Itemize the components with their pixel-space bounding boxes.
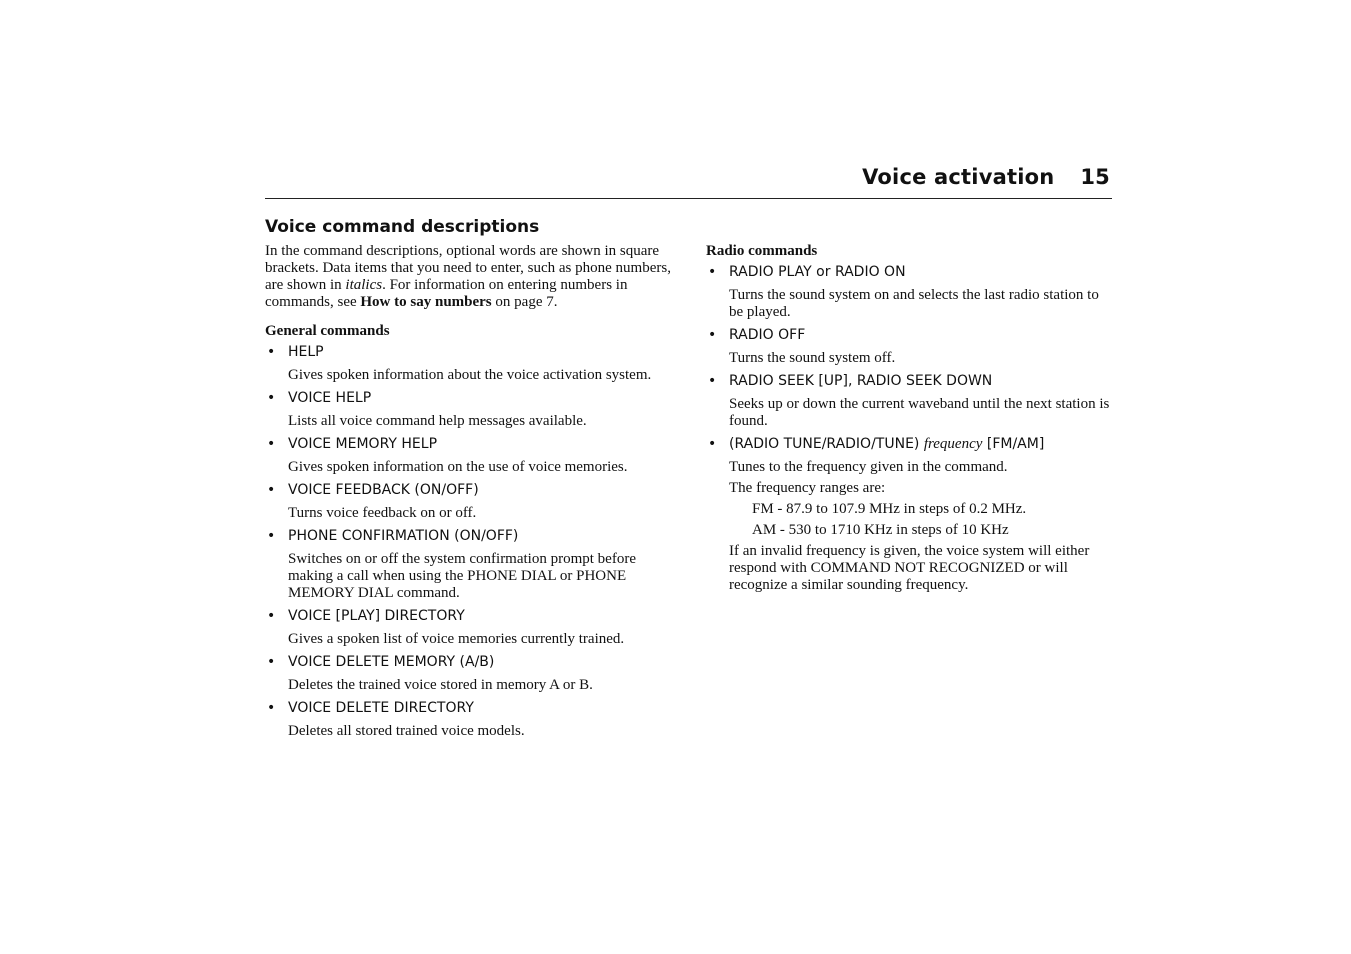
list-item: [706, 434, 1114, 594]
bullet: •: [708, 327, 717, 343]
general-commands-list: [265, 342, 675, 740]
tune-description: Tunes to the frequency given in the command.: [729, 459, 1008, 475]
bullet: •: [708, 436, 717, 452]
command-name: [265, 388, 675, 409]
page-title: Voice activation: [862, 165, 1055, 189]
bullet: •: [267, 344, 276, 360]
command-name-text: VOICE HELP: [288, 390, 372, 406]
intro-italic: italics: [345, 277, 383, 293]
page-number: 15: [1080, 165, 1110, 189]
command-description: Seeks up or down the current waveband until the next station is found.: [729, 396, 1110, 429]
command-description: Lists all voice command help messages available.: [288, 413, 587, 429]
invalid-frequency-note: If an invalid frequency is given, the voice system will either respond with COMMAND NOT RECOGNIZED or will recognize a similar sounding frequency.: [729, 543, 1090, 593]
command-name-text: VOICE FEEDBACK (ON/OFF): [288, 482, 479, 498]
tune-name-prefix: (RADIO TUNE/RADIO/TUNE): [729, 436, 924, 452]
radio-commands-list: [706, 262, 1114, 594]
command-description: Deletes the trained voice stored in memory A or B.: [288, 677, 593, 693]
bullet: •: [267, 654, 276, 670]
list-item: [706, 371, 1114, 430]
command-name-text: RADIO SEEK [UP], RADIO SEEK DOWN: [729, 373, 993, 389]
am-range: AM - 530 to 1710 KHz in steps of 10 KHz: [752, 522, 1009, 538]
bullet: •: [267, 608, 276, 624]
list-item: [265, 526, 675, 602]
bullet: •: [267, 436, 276, 452]
command-description: Turns the sound system on and selects the last radio station to be played.: [729, 287, 1099, 320]
bullet: •: [708, 264, 717, 280]
command-description: Gives a spoken list of voice memories currently trained.: [288, 631, 625, 647]
list-item: [265, 388, 675, 430]
bullet: •: [267, 390, 276, 406]
list-item: [265, 342, 675, 384]
command-name: [706, 262, 1114, 283]
command-name-text: RADIO PLAY or RADIO ON: [729, 264, 906, 280]
command-name-text: VOICE [PLAY] DIRECTORY: [288, 608, 465, 624]
bullet: •: [267, 700, 276, 716]
bullet: •: [708, 373, 717, 389]
list-item: [265, 698, 675, 740]
command-name: [265, 434, 675, 455]
command-name: [265, 342, 675, 363]
left-column: [265, 215, 675, 744]
list-item: [265, 652, 675, 694]
page-header: [265, 160, 1112, 199]
command-name-text: VOICE DELETE MEMORY (A/B): [288, 654, 495, 670]
command-description: Gives spoken information on the use of voice memories.: [288, 459, 628, 475]
command-description: Turns the sound system off.: [729, 350, 896, 366]
tune-name-suffix: [FM/AM]: [982, 436, 1045, 452]
bullet: •: [267, 482, 276, 498]
command-name-text: VOICE MEMORY HELP: [288, 436, 438, 452]
list-item: [265, 480, 675, 522]
command-description: Deletes all stored trained voice models.: [288, 723, 525, 739]
bullet: •: [267, 528, 276, 544]
intro-text-3: on page 7.: [491, 294, 558, 310]
command-name: [265, 480, 675, 501]
intro-text-2: . For information on entering numbers in commands, see: [265, 277, 628, 310]
radio-commands-title: Radio commands: [706, 243, 818, 259]
command-description: Gives spoken information about the voice activation system.: [288, 367, 652, 383]
list-item: [265, 606, 675, 648]
command-name: [265, 526, 675, 547]
frequency-ranges-intro: The frequency ranges are:: [729, 480, 886, 496]
tune-name-italic: frequency: [923, 436, 983, 452]
command-name: [706, 371, 1114, 392]
list-item: [706, 262, 1114, 321]
command-name: [265, 606, 675, 627]
list-item: [265, 434, 675, 476]
command-name-text: PHONE CONFIRMATION (ON/OFF): [288, 528, 519, 544]
right-column: [706, 241, 1114, 598]
command-description: Turns voice feedback on or off.: [288, 505, 477, 521]
command-name-text: VOICE DELETE DIRECTORY: [288, 700, 474, 716]
command-name-text: HELP: [288, 344, 324, 360]
command-description: [706, 459, 1114, 594]
command-name: [265, 652, 675, 673]
command-description: Switches on or off the system confirmation prompt before making a call when using the PHONE DIAL or PHONE MEMORY DIAL command.: [288, 551, 636, 601]
command-name-text: RADIO OFF: [729, 327, 806, 343]
fm-range: FM - 87.9 to 107.9 MHz in steps of 0.2 MHz.: [752, 501, 1027, 517]
command-name: [706, 434, 1114, 455]
intro-text-1: In the command descriptions, optional words are shown in square brackets. Data items that you need to enter, such as phone numbers, are shown in: [265, 243, 671, 293]
intro-paragraph: [265, 243, 675, 311]
command-name: [265, 698, 675, 719]
section-title: Voice command descriptions: [265, 217, 540, 237]
intro-bold-reference: How to say numbers: [360, 294, 492, 310]
command-name: [706, 325, 1114, 346]
list-item: [706, 325, 1114, 367]
general-commands-title: General commands: [265, 323, 390, 339]
